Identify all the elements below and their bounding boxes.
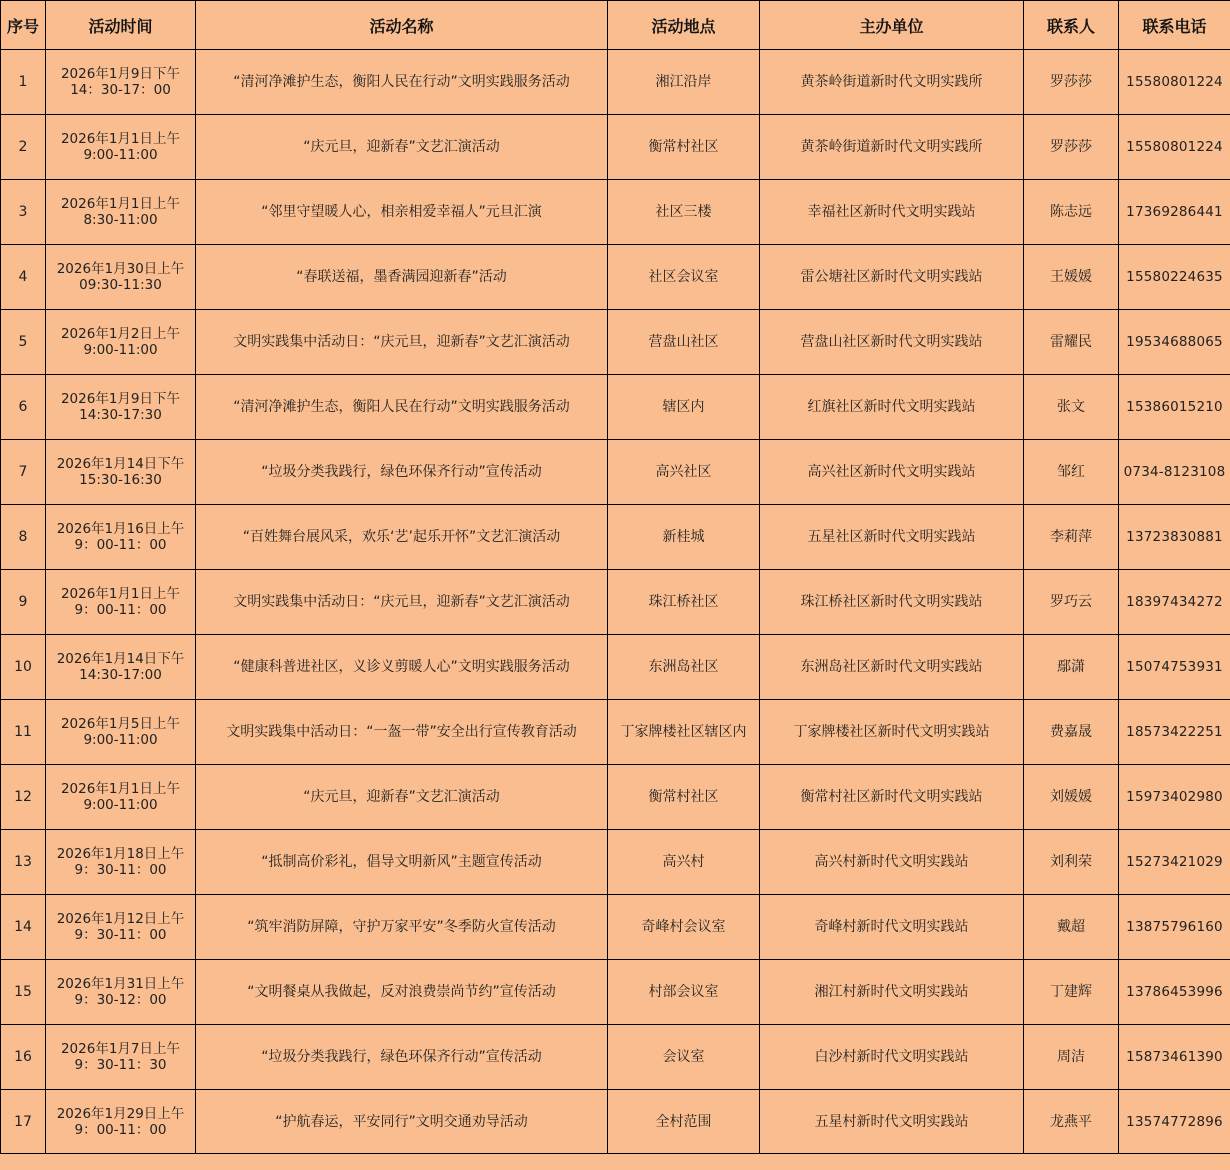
cell-phone: 13875796160	[1119, 895, 1230, 960]
cell-place: 珠江桥社区	[608, 570, 760, 635]
cell-activity-name: “清河净滩护生态，衡阳人民在行动”文明实践服务活动	[196, 50, 608, 115]
table-row	[1, 180, 1230, 245]
cell-activity-name: “庆元旦，迎新春”文艺汇演活动	[196, 115, 608, 180]
header-phone: 联系电话	[1119, 1, 1230, 50]
cell-phone: 15873461390	[1119, 1025, 1230, 1090]
cell-activity-name: “健康科普进社区，义诊义剪暖人心”文明实践服务活动	[196, 635, 608, 700]
cell-phone: 15386015210	[1119, 375, 1230, 440]
cell-phone: 18573422251	[1119, 700, 1230, 765]
table-row	[1, 700, 1230, 765]
cell-activity-name: “文明餐桌从我做起，反对浪费崇尚节约”宣传活动	[196, 960, 608, 1025]
cell-contact: 陈志远	[1024, 180, 1119, 245]
cell-contact: 费嘉晟	[1024, 700, 1119, 765]
table-row	[1, 375, 1230, 440]
cell-organizer: 五星村新时代文明实践站	[760, 1090, 1024, 1154]
cell-place: 湘江沿岸	[608, 50, 760, 115]
cell-index: 5	[1, 310, 46, 375]
cell-organizer: 幸福社区新时代文明实践站	[760, 180, 1024, 245]
header-place: 活动地点	[608, 1, 760, 50]
cell-index: 14	[1, 895, 46, 960]
cell-organizer: 白沙村新时代文明实践站	[760, 1025, 1024, 1090]
cell-organizer: 高兴村新时代文明实践站	[760, 830, 1024, 895]
table-row	[1, 895, 1230, 960]
cell-contact: 戴超	[1024, 895, 1119, 960]
cell-organizer: 黄茶岭街道新时代文明实践所	[760, 50, 1024, 115]
cell-place: 衡常村社区	[608, 765, 760, 830]
cell-phone: 17369286441	[1119, 180, 1230, 245]
table-row	[1, 310, 1230, 375]
cell-contact: 刘媛媛	[1024, 765, 1119, 830]
cell-time: 2026年1月12日上午 9：30-11：00	[46, 895, 196, 960]
cell-organizer: 雷公塘社区新时代文明实践站	[760, 245, 1024, 310]
cell-contact: 罗莎莎	[1024, 115, 1119, 180]
cell-contact: 龙燕平	[1024, 1090, 1119, 1154]
cell-organizer: 高兴社区新时代文明实践站	[760, 440, 1024, 505]
cell-activity-name: “百姓舞台展风采，欢乐‘艺’起乐开怀”文艺汇演活动	[196, 505, 608, 570]
table-row	[1, 505, 1230, 570]
cell-time: 2026年1月9日下午 14：30-17：00	[46, 50, 196, 115]
table-row	[1, 1025, 1230, 1090]
table-row	[1, 570, 1230, 635]
cell-phone: 15580801224	[1119, 50, 1230, 115]
header-name: 活动名称	[196, 1, 608, 50]
cell-index: 8	[1, 505, 46, 570]
cell-contact: 罗巧云	[1024, 570, 1119, 635]
cell-contact: 罗莎莎	[1024, 50, 1119, 115]
cell-phone: 13786453996	[1119, 960, 1230, 1025]
cell-activity-name: “筑牢消防屏障，守护万家平安”冬季防火宣传活动	[196, 895, 608, 960]
cell-place: 高兴社区	[608, 440, 760, 505]
cell-time: 2026年1月2日上午 9:00-11:00	[46, 310, 196, 375]
cell-phone: 15973402980	[1119, 765, 1230, 830]
cell-time: 2026年1月9日下午 14:30-17:30	[46, 375, 196, 440]
cell-time: 2026年1月31日上午 9：30-12：00	[46, 960, 196, 1025]
cell-organizer: 丁家牌楼社区新时代文明实践站	[760, 700, 1024, 765]
cell-activity-name: 文明实践集中活动日：“一盔一带”安全出行宣传教育活动	[196, 700, 608, 765]
cell-activity-name: 文明实践集中活动日：“庆元旦，迎新春”文艺汇演活动	[196, 570, 608, 635]
cell-index: 9	[1, 570, 46, 635]
table-row	[1, 440, 1230, 505]
cell-activity-name: 文明实践集中活动日：“庆元旦，迎新春”文艺汇演活动	[196, 310, 608, 375]
cell-time: 2026年1月1日上午 9:00-11:00	[46, 765, 196, 830]
cell-phone: 13574772896	[1119, 1090, 1230, 1154]
cell-index: 4	[1, 245, 46, 310]
cell-phone: 0734-8123108	[1119, 440, 1230, 505]
cell-time: 2026年1月14日下午 14:30-17:00	[46, 635, 196, 700]
table-row	[1, 1090, 1230, 1154]
cell-phone: 13723830881	[1119, 505, 1230, 570]
cell-place: 丁家牌楼社区辖区内	[608, 700, 760, 765]
cell-organizer: 衡常村社区新时代文明实践站	[760, 765, 1024, 830]
cell-index: 15	[1, 960, 46, 1025]
cell-contact: 丁建辉	[1024, 960, 1119, 1025]
cell-organizer: 东洲岛社区新时代文明实践站	[760, 635, 1024, 700]
cell-organizer: 红旗社区新时代文明实践站	[760, 375, 1024, 440]
cell-time: 2026年1月16日上午 9：00-11：00	[46, 505, 196, 570]
cell-contact: 雷耀民	[1024, 310, 1119, 375]
cell-contact: 李莉萍	[1024, 505, 1119, 570]
cell-time: 2026年1月1日上午 9:00-11:00	[46, 115, 196, 180]
cell-time: 2026年1月30日上午 09:30-11:30	[46, 245, 196, 310]
cell-activity-name: “邻里守望暖人心，相亲相爱幸福人”元旦汇演	[196, 180, 608, 245]
cell-time: 2026年1月18日上午 9：30-11：00	[46, 830, 196, 895]
cell-place: 衡常村社区	[608, 115, 760, 180]
cell-index: 1	[1, 50, 46, 115]
cell-activity-name: “垃圾分类我践行，绿色环保齐行动”宣传活动	[196, 1025, 608, 1090]
table-body	[1, 50, 1230, 1154]
cell-place: 新桂城	[608, 505, 760, 570]
cell-place: 辖区内	[608, 375, 760, 440]
table-row	[1, 635, 1230, 700]
cell-place: 营盘山社区	[608, 310, 760, 375]
cell-place: 社区三楼	[608, 180, 760, 245]
cell-organizer: 营盘山社区新时代文明实践站	[760, 310, 1024, 375]
table-row	[1, 765, 1230, 830]
cell-index: 16	[1, 1025, 46, 1090]
cell-index: 12	[1, 765, 46, 830]
cell-place: 村部会议室	[608, 960, 760, 1025]
cell-activity-name: “庆元旦，迎新春”文艺汇演活动	[196, 765, 608, 830]
cell-index: 6	[1, 375, 46, 440]
cell-index: 13	[1, 830, 46, 895]
cell-activity-name: “抵制高价彩礼，倡导文明新风”主题宣传活动	[196, 830, 608, 895]
cell-index: 7	[1, 440, 46, 505]
cell-index: 17	[1, 1090, 46, 1154]
cell-time: 2026年1月7日上午 9：30-11：30	[46, 1025, 196, 1090]
header-contact: 联系人	[1024, 1, 1119, 50]
cell-phone: 18397434272	[1119, 570, 1230, 635]
cell-time: 2026年1月5日上午 9:00-11:00	[46, 700, 196, 765]
cell-time: 2026年1月1日上午 8:30-11:00	[46, 180, 196, 245]
cell-phone: 15273421029	[1119, 830, 1230, 895]
cell-phone: 15580801224	[1119, 115, 1230, 180]
cell-activity-name: “春联送福，墨香满园迎新春”活动	[196, 245, 608, 310]
cell-contact: 邹红	[1024, 440, 1119, 505]
cell-activity-name: “清河净滩护生态，衡阳人民在行动”文明实践服务活动	[196, 375, 608, 440]
table-row	[1, 245, 1230, 310]
cell-organizer: 五星社区新时代文明实践站	[760, 505, 1024, 570]
cell-organizer: 珠江桥社区新时代文明实践站	[760, 570, 1024, 635]
cell-place: 高兴村	[608, 830, 760, 895]
cell-activity-name: “护航春运，平安同行”文明交通劝导活动	[196, 1090, 608, 1154]
cell-index: 2	[1, 115, 46, 180]
header-organizer: 主办单位	[760, 1, 1024, 50]
table-row	[1, 830, 1230, 895]
cell-index: 10	[1, 635, 46, 700]
cell-place: 社区会议室	[608, 245, 760, 310]
cell-contact: 周洁	[1024, 1025, 1119, 1090]
cell-phone: 15074753931	[1119, 635, 1230, 700]
cell-index: 3	[1, 180, 46, 245]
cell-place: 会议室	[608, 1025, 760, 1090]
cell-time: 2026年1月29日上午 9：00-11：00	[46, 1090, 196, 1154]
cell-phone: 19534688065	[1119, 310, 1230, 375]
cell-organizer: 黄茶岭街道新时代文明实践所	[760, 115, 1024, 180]
cell-organizer: 奇峰村新时代文明实践站	[760, 895, 1024, 960]
cell-time: 2026年1月14日下午 15:30-16:30	[46, 440, 196, 505]
cell-contact: 鄢潇	[1024, 635, 1119, 700]
cell-contact: 刘利荣	[1024, 830, 1119, 895]
cell-place: 奇峰村会议室	[608, 895, 760, 960]
cell-activity-name: “垃圾分类我践行，绿色环保齐行动”宣传活动	[196, 440, 608, 505]
cell-index: 11	[1, 700, 46, 765]
cell-place: 全村范围	[608, 1090, 760, 1154]
cell-time: 2026年1月1日上午 9：00-11：00	[46, 570, 196, 635]
table-row	[1, 50, 1230, 115]
cell-contact: 王媛媛	[1024, 245, 1119, 310]
cell-contact: 张文	[1024, 375, 1119, 440]
cell-organizer: 湘江村新时代文明实践站	[760, 960, 1024, 1025]
cell-place: 东洲岛社区	[608, 635, 760, 700]
table-row	[1, 115, 1230, 180]
table-row	[1, 960, 1230, 1025]
header-time: 活动时间	[46, 1, 196, 50]
cell-phone: 15580224635	[1119, 245, 1230, 310]
header-index: 序号	[1, 1, 46, 50]
header-row	[1, 1, 1230, 50]
